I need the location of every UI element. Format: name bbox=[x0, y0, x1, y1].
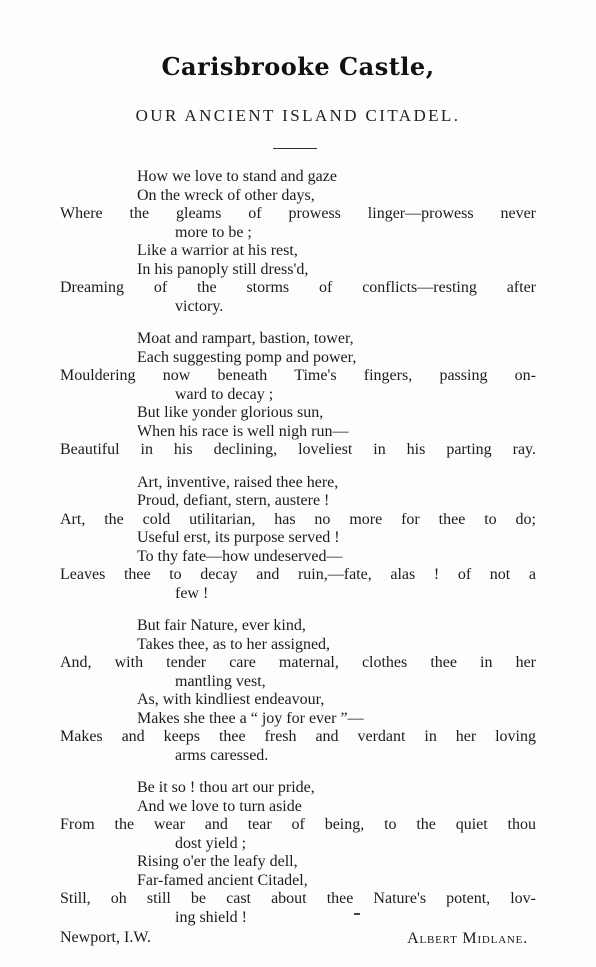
poem-line: From the wear and tear of being, to the quiet thou bbox=[60, 816, 536, 833]
poem-body bbox=[0, 168, 596, 941]
poem-line: arms caressed. bbox=[175, 746, 269, 764]
poem-line: Rising o'er the leafy dell, bbox=[137, 853, 298, 870]
poem-line: Makes and keeps thee fresh and verdant in her loving bbox=[60, 728, 536, 745]
poem-footer bbox=[60, 929, 528, 951]
poem-line: ward to decay ; bbox=[175, 385, 274, 403]
poem-line: But like yonder glorious sun, bbox=[137, 404, 324, 421]
poem-line: Each suggesting pomp and power, bbox=[137, 348, 357, 366]
stanza bbox=[0, 330, 596, 460]
poem-line: Art, inventive, raised thee here, bbox=[137, 473, 339, 491]
title-divider bbox=[273, 148, 317, 149]
poem-line: Mouldering now beneath Time's fingers, passing on- bbox=[60, 367, 536, 384]
poem-line: Be it so ! thou art our pride, bbox=[137, 779, 315, 796]
poem-line: Takes thee, as to her assigned, bbox=[137, 635, 331, 653]
poem-line: On the wreck of other days, bbox=[137, 186, 315, 204]
poem-line: victory. bbox=[175, 297, 224, 315]
poem-line: How we love to stand and gaze bbox=[137, 168, 337, 185]
poem-line: Where the gleams of prowess linger—prowess never bbox=[60, 205, 536, 222]
author-name: Albert Midlane. bbox=[407, 930, 528, 947]
poem-line: few ! bbox=[175, 584, 209, 602]
poem-line: Leaves thee to decay and ruin,—fate, alas ! of not a bbox=[60, 566, 536, 583]
poem-line: Far-famed ancient Citadel, bbox=[137, 871, 308, 889]
poem-line: more to be ; bbox=[175, 223, 252, 241]
poem-line: When his race is well nigh run— bbox=[137, 422, 349, 440]
stanza bbox=[0, 168, 596, 316]
poem-line: Dreaming of the storms of conflicts—resting after bbox=[60, 279, 536, 296]
place-name: Newport, I.W. bbox=[60, 929, 151, 946]
poem-line: And, with tender care maternal, clothes thee in her bbox=[60, 654, 536, 671]
stanza bbox=[0, 779, 596, 927]
poem-line: Useful erst, its purpose served ! bbox=[137, 529, 340, 546]
poem-line: Art, the cold utilitarian, has no more for thee to do; bbox=[60, 510, 536, 528]
poem-line: Still, oh still be cast about thee Nature's potent, lov- bbox=[60, 890, 536, 907]
stanza bbox=[0, 474, 596, 604]
poem-line: dost yield ; bbox=[175, 834, 247, 852]
poem-line: In his panoply still dress'd, bbox=[137, 260, 309, 278]
stanza bbox=[0, 617, 596, 765]
poem-line: As, with kindliest endeavour, bbox=[137, 691, 325, 708]
poem-line: Beautiful in his declining, loveliest in his parting ray. bbox=[60, 441, 536, 458]
poem-line: But fair Nature, ever kind, bbox=[137, 617, 306, 634]
poem-line: ing shield ! bbox=[175, 908, 247, 926]
poem-line: Makes she thee a “ joy for ever ”— bbox=[137, 709, 364, 727]
poem-subtitle: OUR ANCIENT ISLAND CITADEL. bbox=[135, 106, 461, 125]
poem-line: To thy fate—how undeserved— bbox=[137, 547, 343, 565]
poem-line: mantling vest, bbox=[175, 672, 266, 690]
poem-line: Proud, defiant, stern, austere ! bbox=[137, 492, 330, 509]
poem-title: Carisbrooke Castle, bbox=[161, 52, 435, 81]
dash-mark bbox=[354, 913, 360, 915]
poem-line: Like a warrior at his rest, bbox=[137, 242, 298, 259]
poem-line: Moat and rampart, bastion, tower, bbox=[137, 330, 354, 347]
poem-line: And we love to turn aside bbox=[137, 797, 302, 815]
